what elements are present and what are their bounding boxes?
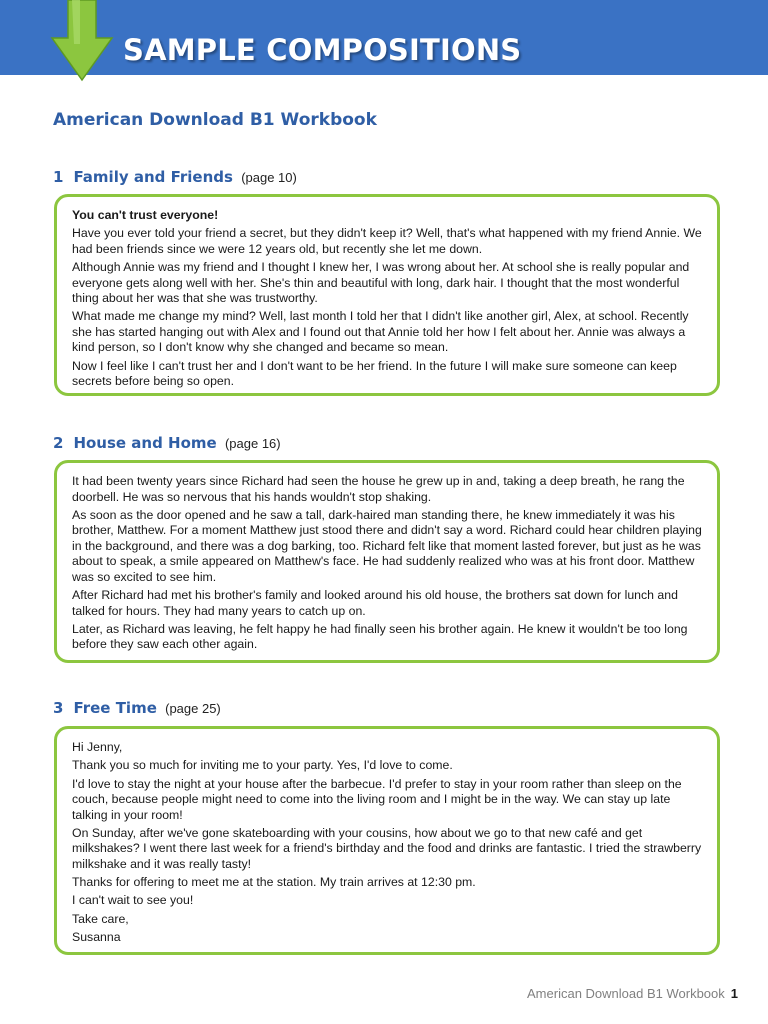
composition-box-family-and-friends bbox=[54, 194, 720, 396]
paragraph: After Richard had met his brother's family and looked around his old house, the brothers sat down for lunch and talked for hours. They had many years to catch up on. bbox=[72, 588, 678, 618]
section-heading-free-time bbox=[53, 699, 221, 717]
section-title: Family and Friends bbox=[73, 168, 233, 186]
section-title: House and Home bbox=[73, 434, 217, 452]
down-arrow-icon bbox=[50, 0, 114, 82]
composition-heading: You can't trust everyone! bbox=[72, 208, 219, 222]
paragraph: On Sunday, after we've gone skateboarding with your cousins, how about we go to that new café and get milkshakes? I went there last week for a friend's birthday and the food and drinks are fantastic. I tried the strawberry milkshake and it was really tasty! bbox=[72, 825, 702, 871]
paragraph: Thank you so much for inviting me to your party. Yes, I'd love to come. bbox=[72, 758, 453, 773]
page-number: 1 bbox=[730, 986, 738, 1001]
section-title: Free Time bbox=[73, 699, 157, 717]
paragraph: Thanks for offering to meet me at the station. My train arrives at 12:30 pm. bbox=[72, 875, 476, 890]
footer-text: American Download B1 Workbook bbox=[527, 986, 725, 1001]
paragraph: Hi Jenny, bbox=[72, 740, 123, 754]
section-page-ref: (page 25) bbox=[165, 701, 221, 716]
composition-box-free-time bbox=[54, 726, 720, 955]
paragraph: Now I feel like I can't trust her and I don't want to be her friend. In the future I will make sure someone can keep secrets before being so open. bbox=[72, 358, 677, 389]
paragraph: Susanna bbox=[72, 930, 121, 945]
paragraph: I can't wait to see you! bbox=[72, 893, 194, 908]
section-heading-house-and-home bbox=[53, 434, 281, 452]
paragraph: It had been twenty years since Richard had seen the house he grew up in and, taking a deep breath, he rang the doorbell. He was so nervous that his hands wouldn't stop shaking. bbox=[72, 474, 685, 504]
section-heading-family-and-friends bbox=[53, 168, 297, 186]
page-title: SAMPLE COMPOSITIONS bbox=[123, 33, 522, 67]
page-footer bbox=[527, 986, 738, 1001]
document-title: American Download B1 Workbook bbox=[53, 110, 377, 130]
paragraph: What made me change my mind? Well, last month I told her that I didn't like another girl, Alex, at school. Recently she has started hanging out with Alex and I found out that Annie told her how I felt about her. Annie was always a kind person, so I don't know why she changed and became so mean. bbox=[72, 309, 689, 355]
paragraph: Take care, bbox=[72, 911, 129, 926]
composition-box-house-and-home bbox=[54, 460, 720, 663]
paragraph: Later, as Richard was leaving, he felt happy he had finally seen his brother again. He knew it wouldn't be too long before they saw each other again. bbox=[72, 621, 688, 652]
section-number: 2 bbox=[53, 434, 64, 452]
paragraph: I'd love to stay the night at your house after the barbecue. I'd prefer to stay in your room rather than sleep on the couch, because people might need to come into the living room and I might be in the way. We can stay up late talking in your room! bbox=[72, 776, 682, 822]
paragraph: As soon as the door opened and he saw a tall, dark-haired man standing there, he knew immediately it was his brother, Matthew. For a moment Matthew just stood there and didn't say a word. Richard could hear children playing in the background, and there was a dog barking, too. Richard felt like that moment lasted forever, but just as he was about to speak, a smile appeared on Matthew's face. He had suddenly realized who was at his front door. Matthew was so excited to see him. bbox=[72, 507, 702, 584]
paragraph: Although Annie was my friend and I thought I knew her, I was wrong about her. At school she is really popular and everyone gets along well with her. She's thin and beautiful with long, dark hair. I thought that the most wonderful thing about her was that she was trustworthy. bbox=[72, 260, 690, 306]
section-number: 1 bbox=[53, 168, 64, 186]
section-number: 3 bbox=[53, 699, 64, 717]
section-page-ref: (page 10) bbox=[241, 170, 297, 185]
section-page-ref: (page 16) bbox=[224, 436, 281, 451]
paragraph: Have you ever told your friend a secret, but they didn't keep it? Well, that's what happened with my friend Annie. We had been friends since we were 12 years old, but recently she let me down. bbox=[72, 226, 702, 256]
